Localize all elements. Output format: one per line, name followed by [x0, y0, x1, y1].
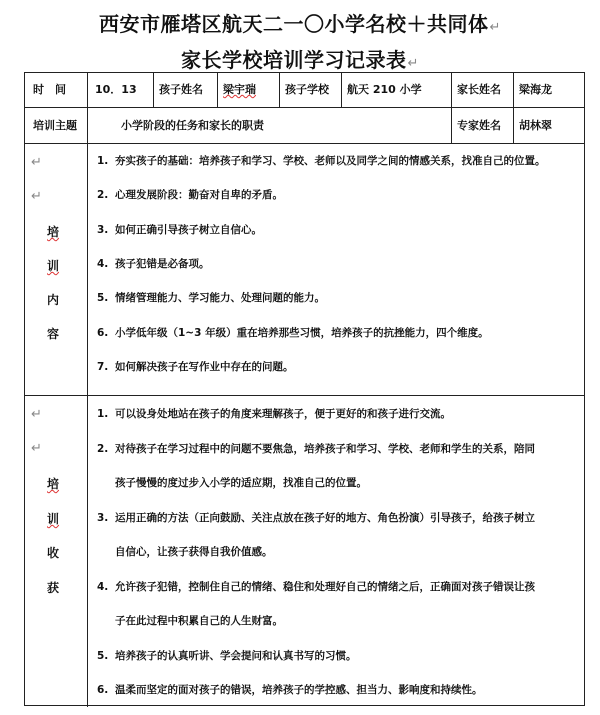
table-divider [513, 73, 514, 143]
side-char: 获 [47, 581, 60, 595]
item-text: 温柔而坚定的面对孩子的错误，培养孩子的学控感、担当力、影响度和持续性。 [115, 684, 483, 696]
item-text: 如何正确引导孩子树立自信心。 [115, 224, 262, 236]
item-number: 3. [97, 224, 109, 236]
expert-value: 胡林翠 [519, 119, 552, 132]
child-school-label: 孩子学校 [285, 83, 329, 96]
item-number: 5. [97, 292, 109, 304]
return-arrow-icon: ↵ [31, 441, 42, 456]
content-item [97, 360, 294, 374]
gain-item [97, 442, 535, 456]
time-value: 10．13 [95, 83, 137, 96]
table-divider [217, 73, 218, 107]
side-char: 训 [47, 512, 60, 526]
table-divider [451, 73, 452, 143]
paragraph-mark-icon: ↵ [489, 20, 501, 35]
content-item [97, 223, 262, 237]
child-name-label: 孩子姓名 [159, 83, 203, 96]
document-subtitle [0, 44, 600, 73]
item-number: 1. [97, 155, 109, 167]
gain-item [97, 683, 483, 697]
table-divider [279, 73, 280, 107]
item-text: 心理发展阶段：勤奋对自卑的矛盾。 [115, 189, 283, 201]
child-name-value: 梁宇瑞 [223, 83, 256, 96]
item-number: 2. [97, 443, 109, 455]
item-number: 2. [97, 189, 109, 201]
item-text: 夯实孩子的基础：培养孩子和学习、学校、老师以及同学之间的情感关系，找准自己的位置。 [115, 155, 546, 167]
content-item [97, 291, 325, 305]
side-char: 内 [47, 293, 60, 307]
table-divider [25, 143, 584, 144]
item-text: 如何解决孩子在写作业中存在的问题。 [115, 361, 294, 373]
content-item [97, 154, 546, 168]
item-number: 6. [97, 684, 109, 696]
table-divider [153, 73, 154, 107]
item-text: 对待孩子在学习过程中的问题不要焦急，培养孩子和学习、学校、老师和学生的关系，陪同 [115, 443, 535, 455]
item-text: 孩子犯错是必备项。 [115, 258, 210, 270]
gain-item [97, 511, 535, 525]
gain-item [97, 649, 357, 663]
item-number: 4. [97, 258, 109, 270]
gain-item-continuation: 子在此过程中积累自己的人生财富。 [115, 615, 283, 627]
item-text: 运用正确的方法（正向鼓励、关注点放在孩子好的地方、角色扮演）引导孩子，给孩子树立 [115, 512, 535, 524]
content-item [97, 188, 283, 202]
return-arrow-icon: ↵ [31, 189, 42, 204]
item-text: 培养孩子的认真听讲、学会提问和认真书写的习惯。 [115, 650, 357, 662]
gain-item [97, 580, 535, 594]
time-label: 时 间 [33, 83, 66, 96]
gain-item-continuation: 自信心，让孩子获得自我价值感。 [115, 546, 273, 558]
item-number: 3. [97, 512, 109, 524]
side-char: 培 [47, 477, 60, 491]
item-number: 5. [97, 650, 109, 662]
item-text: 小学低年级（1~3 年级）重在培养那些习惯，培养孩子的抗挫能力，四个维度。 [115, 327, 489, 339]
gain-item-continuation: 孩子慢慢的度过步入小学的适应期，找准自己的位置。 [115, 477, 367, 489]
side-char: 容 [47, 327, 60, 341]
table-divider [87, 73, 88, 707]
item-number: 7. [97, 361, 109, 373]
document-title [0, 8, 600, 37]
item-text: 可以设身处地站在孩子的角度来理解孩子，便于更好的和孩子进行交流。 [115, 408, 451, 420]
parent-name-value: 梁海龙 [519, 83, 552, 96]
title-line-1: 西安市雁塔区航天二一〇小学名校＋共同体 [99, 12, 489, 36]
topic-label: 培训主题 [33, 119, 77, 132]
table-divider [341, 73, 342, 107]
side-char: 收 [47, 546, 60, 560]
item-number: 6. [97, 327, 109, 339]
parent-name-label: 家长姓名 [457, 83, 501, 96]
title-line-2: 家长学校培训学习记录表 [181, 48, 407, 72]
item-number: 4. [97, 581, 109, 593]
record-table [24, 72, 585, 706]
item-text: 情绪管理能力、学习能力、处理问题的能力。 [115, 292, 325, 304]
return-arrow-icon: ↵ [31, 155, 42, 170]
table-divider [25, 107, 584, 108]
item-number: 1. [97, 408, 109, 420]
return-arrow-icon: ↵ [31, 407, 42, 422]
expert-label: 专家姓名 [457, 119, 501, 132]
topic-value: 小学阶段的任务和家长的职责 [121, 119, 264, 132]
side-char: 训 [47, 259, 60, 273]
side-char: 培 [47, 225, 60, 239]
content-item [97, 326, 489, 340]
gain-item [97, 407, 451, 421]
child-school-value: 航天 210 小学 [347, 83, 422, 96]
item-text: 允许孩子犯错，控制住自己的情绪、稳住和处理好自己的情绪之后，正确面对孩子错误让孩 [115, 581, 535, 593]
table-divider [25, 395, 584, 396]
paragraph-mark-icon: ↵ [407, 56, 419, 71]
content-item [97, 257, 210, 271]
